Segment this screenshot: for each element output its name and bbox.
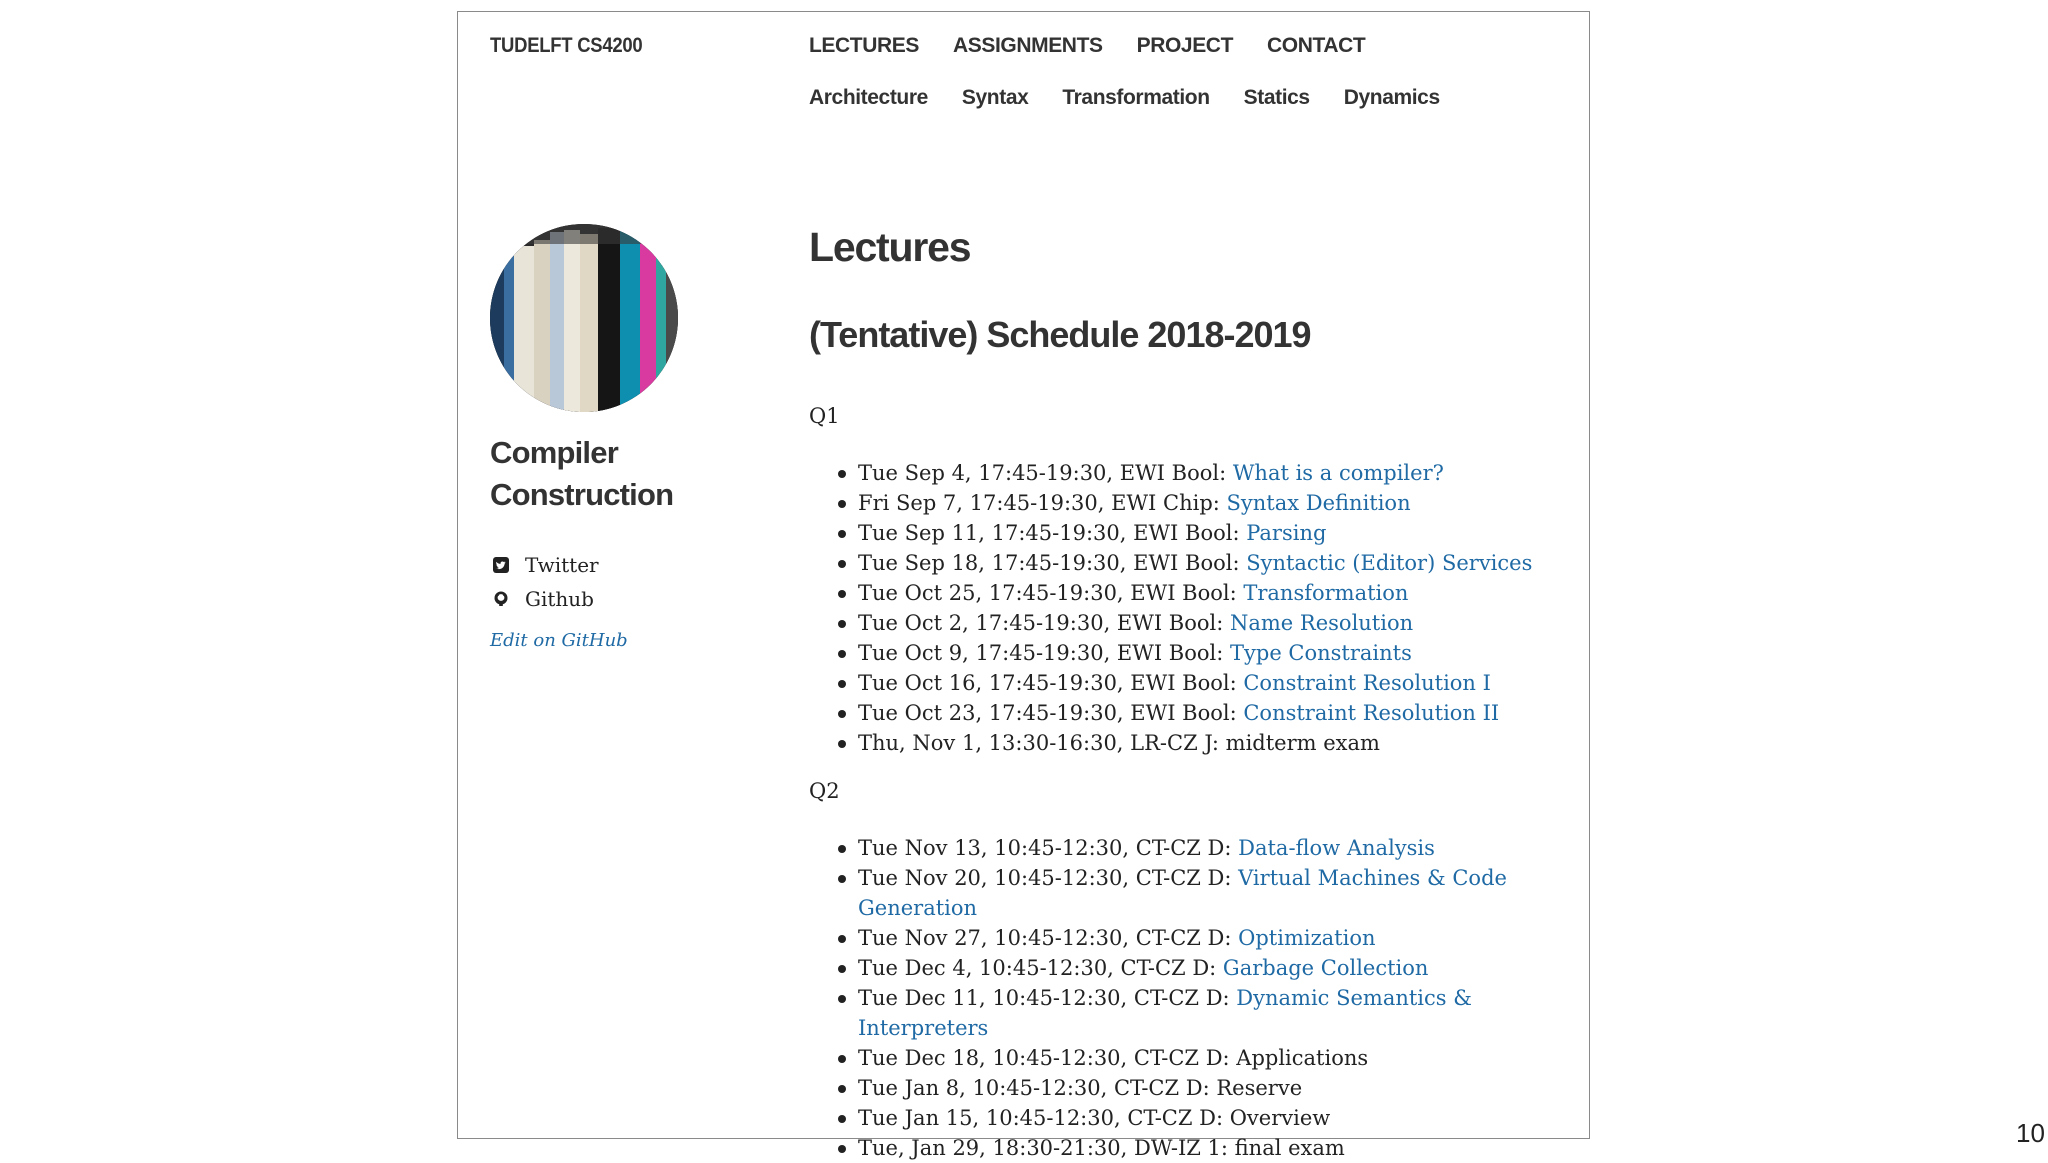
list-item [809,488,1569,518]
bullet [838,650,846,658]
bullet [838,710,846,718]
session-info: Tue Jan 15, 10:45-12:30, CT-CZ D: Overview [858,1106,1331,1130]
bullet [838,620,846,628]
lecture-link[interactable]: Name Resolution [1230,611,1414,635]
session-info: Tue Jan 8, 10:45-12:30, CT-CZ D: Reserve [858,1076,1303,1100]
lecture-link[interactable]: Dynamic Semantics & Interpreters [858,986,1472,1040]
list-item [809,953,1569,983]
session-info: Tue Oct 2, 17:45-19:30, EWI Bool: [858,611,1230,635]
list-item [809,1073,1569,1103]
bullet [838,500,846,508]
list-item [809,698,1569,728]
session-info: Tue Oct 23, 17:45-19:30, EWI Bool: [858,701,1244,725]
bullet [838,560,846,568]
site-brand[interactable]: TUDELFT CS4200 [490,34,643,57]
top-nav [809,34,1365,58]
browser-page-frame [457,11,1590,1160]
nav-contact[interactable]: CONTACT [1267,34,1366,57]
session-info: Tue Oct 9, 17:45-19:30, EWI Bool: [858,641,1230,665]
bullet [838,1115,846,1123]
list-item [809,458,1569,488]
list-item [809,518,1569,548]
bullet [838,680,846,688]
bullet [838,470,846,478]
lecture-link[interactable]: What is a compiler? [1232,461,1444,485]
session-info: Tue Dec 4, 10:45-12:30, CT-CZ D: [858,956,1223,980]
book-spines-avatar [490,224,678,412]
session-info: Tue Oct 16, 17:45-19:30, EWI Bool: [858,671,1244,695]
session-info: Tue Nov 27, 10:45-12:30, CT-CZ D: [858,926,1239,950]
twitter-link[interactable] [492,553,599,577]
session-info: Tue Nov 20, 10:45-12:30, CT-CZ D: [858,866,1239,890]
bullet [838,965,846,973]
lecture-link[interactable]: Syntactic (Editor) Services [1246,551,1533,575]
list-item [809,1043,1569,1073]
list-item [809,638,1569,668]
twitter-icon [492,556,510,574]
session-info: Tue, Jan 29, 18:30-21:30, DW-IZ 1: final exam [858,1136,1345,1160]
bullet [838,1055,846,1063]
github-icon [492,590,510,608]
subnav-architecture[interactable]: Architecture [809,86,928,109]
nav-lectures[interactable]: LECTURES [809,34,919,57]
session-info: Tue Nov 13, 10:45-12:30, CT-CZ D: [858,836,1239,860]
session-info: Tue Sep 4, 17:45-19:30, EWI Bool: [858,461,1233,485]
lecture-link[interactable]: Type Constraints [1230,641,1412,665]
session-info: Tue Sep 11, 17:45-19:30, EWI Bool: [858,521,1247,545]
nav-project[interactable]: PROJECT [1136,34,1233,57]
lecture-link[interactable]: Constraint Resolution II [1243,701,1500,725]
bullet [838,845,846,853]
list-item [809,548,1569,578]
list-item [809,983,1569,1043]
lecture-link[interactable]: Constraint Resolution I [1243,671,1491,695]
page-title: Lectures [809,224,971,270]
q1-label: Q1 [809,404,840,428]
q1-schedule-list [809,458,1569,758]
list-item [809,608,1569,638]
bullet [838,935,846,943]
lecture-link[interactable]: Data-flow Analysis [1238,836,1435,860]
schedule-heading: (Tentative) Schedule 2018-2019 [809,314,1311,355]
bullet [838,740,846,748]
list-item [809,1103,1569,1133]
list-item [809,668,1569,698]
edit-on-github-link[interactable]: Edit on GitHub [490,630,628,651]
subnav-dynamics[interactable]: Dynamics [1343,86,1440,109]
lecture-link[interactable]: Optimization [1238,926,1376,950]
github-link[interactable] [492,587,594,611]
subnav-syntax[interactable]: Syntax [961,86,1029,109]
list-item [809,833,1569,863]
bullet [838,530,846,538]
list-item [809,1133,1569,1163]
lecture-link[interactable]: Virtual Machines & Code Generation [858,866,1507,920]
lecture-link[interactable]: Transformation [1243,581,1409,605]
list-item [809,923,1569,953]
list-item [809,578,1569,608]
session-info: Tue Sep 18, 17:45-19:30, EWI Bool: [858,551,1247,575]
list-item [809,863,1569,923]
site-title: Compiler Construction [490,435,674,512]
list-item [809,728,1569,758]
bullet [838,590,846,598]
session-info: Tue Dec 11, 10:45-12:30, CT-CZ D: [858,986,1237,1010]
q2-label: Q2 [809,779,840,803]
bullet [838,995,846,1003]
session-info: Fri Sep 7, 17:45-19:30, EWI Chip: [858,491,1227,515]
slide-number: 10 [2016,1118,2045,1148]
session-info: Tue Dec 18, 10:45-12:30, CT-CZ D: Applications [858,1046,1369,1070]
session-info: Thu, Nov 1, 13:30-16:30, LR-CZ J: midterm exam [858,731,1380,755]
lecture-link[interactable]: Syntax Definition [1226,491,1411,515]
session-info: Tue Oct 25, 17:45-19:30, EWI Bool: [858,581,1244,605]
q2-schedule-list [809,833,1569,1163]
subnav-statics[interactable]: Statics [1243,86,1310,109]
subnav-transformation[interactable]: Transformation [1062,86,1210,109]
sub-nav [809,86,1440,110]
twitter-label: Twitter [525,553,599,577]
github-label: Github [525,587,594,611]
bullet [838,1085,846,1093]
lecture-link[interactable]: Parsing [1246,521,1327,545]
lecture-link[interactable]: Garbage Collection [1222,956,1429,980]
nav-assignments[interactable]: ASSIGNMENTS [952,34,1103,57]
bullet [838,875,846,883]
